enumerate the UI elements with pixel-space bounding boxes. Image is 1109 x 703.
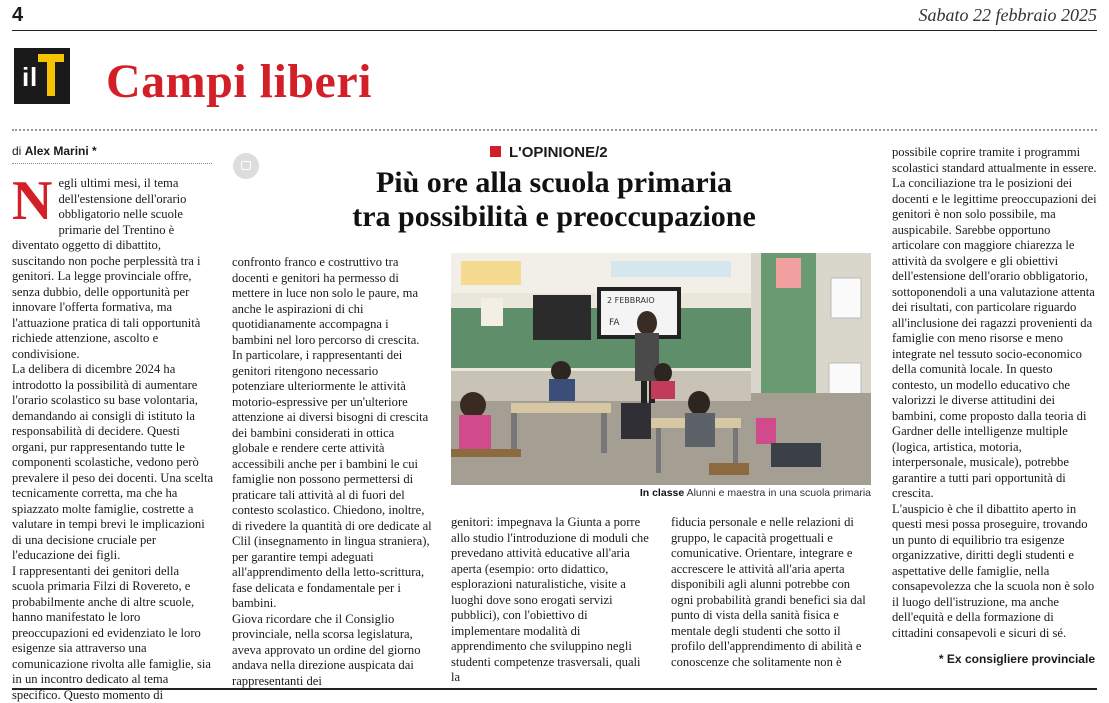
article-column-2	[232, 255, 432, 689]
issue-date: Sabato 22 febbraio 2025	[919, 5, 1098, 26]
article-column-4	[671, 515, 871, 670]
paragraph: genitori: impegnava la Giunta a porre allo studio l'introduzione di moduli che prevedano attività educative all'aria aperta (esempio: orto didattico, esplorazioni naturalistiche, visite a luoghi dove sono erogati servizi pubblici), con l'obiettivo di implementare modalità di apprendimento che sviluppino negli studenti competenze trasversali, quali la	[451, 515, 651, 686]
paragraph: La conciliazione tra le posizioni dei docenti e le legittime preoccupazioni dei genitori è non solo possibile, ma auspicabile. Sarebbe opportuno articolare con maggiore chiarezza le attività da svolgere e gli obiettivi dell'estensione dell'orario obbligatorio, sottoponendoli a una valutazione attenta dei risultati, con particolare riguardo all'inclusione dei ragazzi provenienti da famiglie con meno risorse e meno integrate nel tessuto socio-economico della comunità locale. In questo contesto, un modello educativo che valorizzi le diverse attitudini dei bambini, come proposto dalla teoria di Gardner delle intelligenze multiple (logica, artistica, motoria, interpersonale, musicale), potrebbe garantire a tutti pari opportunità di crescita.	[892, 176, 1097, 502]
newspaper-logo	[14, 48, 70, 104]
paragraph: fiducia personale e nelle relazioni di gruppo, le capacità progettuali e comunicative. Orientare, integrare e accrescere le attività all'aria aperta disponibili agli alunni potrebbe con ogni probabilità grandi benefici sia dal punto di vista della sanità fisica e mentale degli studenti che sotto il profilo dell'apprendimento di abilità e conoscenze che solitamente non è	[671, 515, 871, 670]
byline	[12, 144, 212, 158]
blackboard-text: 2 FEBBRAIO	[607, 296, 655, 305]
logo-i-glyph: i	[22, 62, 28, 93]
section-title: Campi liberi	[106, 54, 372, 109]
paragraph: possibile coprire tramite i programmi scolastici standard attualmente in essere.	[892, 145, 1097, 176]
byline-rule	[12, 163, 212, 164]
author-signoff: * Ex consigliere provinciale	[939, 652, 1095, 666]
headline-line-1: Più ore alla scuola primaria	[238, 166, 870, 200]
paragraph: L'auspicio è che il dibattito aperto in questi mesi possa proseguire, trovando un punto di equilibrio tra esigenze organizzative, diritti degli studenti e aspettative delle famiglie, nella consapevolezza che la scuola non è solo il luogo dell'istruzione, ma anche dell'equità e della formazione di cittadini consapevoli e sicuri di sé.	[892, 502, 1097, 642]
article-column-5	[892, 145, 1097, 641]
logo-t-stem	[47, 54, 55, 96]
classroom-photo	[451, 253, 871, 485]
page-number: 4	[12, 4, 23, 27]
headline-line-2: tra possibilità e preoccupazione	[238, 200, 870, 234]
kicker-label: L'OPINIONE/2	[509, 144, 608, 161]
logo-l-glyph: l	[30, 62, 36, 93]
classroom-illustration	[451, 253, 871, 485]
caption-label: In classe	[640, 487, 684, 499]
byline-prefix: di	[12, 144, 21, 158]
caption-text: Alunni e maestra in una scuola primaria	[687, 487, 871, 499]
paragraph: Giova ricordare che il Consiglio provinciale, nella scorsa legislatura, aveva approvato un ordine del giorno andava nella direzione auspicata dai rappresentanti dei	[232, 612, 432, 690]
dotted-rule	[12, 129, 1097, 131]
top-rule	[12, 30, 1097, 31]
photo-caption	[451, 487, 871, 499]
author-name: Alex Marini *	[25, 144, 97, 158]
headline	[238, 166, 870, 234]
paragraph: La delibera di dicembre 2024 ha introdotto la possibilità di aumentare l'orario scolastico su base volontaria, demandando ai consigli di istituto la responsabilità di decidere. Questi organi, pur rappresentando tutte le componenti scolastiche, vedono però prevalere il peso dei docenti. Una scelta tecnicamente corretta, ma che ha spiazzato molte famiglie, costrette a valutare in tempi brevi le implicazioni di una decisione cruciale per l'educazione dei figli.	[12, 362, 214, 564]
drop-cap: N	[12, 176, 52, 224]
paragraph: egli ultimi mesi, il tema dell'estensione dell'orario obbligatorio nelle scuole primarie del Trentino è diventato oggetto di dibattito, suscitando non poche perplessità tra i genitori. La legge provinciale offre, senza dubbio, delle opportunità per innovare l'offerta formativa, ma l'attuazione pratica di tali opportunità richiede attenzione, ascolto e condivisione.	[12, 176, 214, 362]
article-column-1	[12, 176, 214, 703]
bottom-rule	[12, 688, 1097, 690]
article-column-3	[451, 515, 651, 686]
paragraph: confronto franco e costruttivo tra docenti e genitori ha permesso di mettere in luce non solo le paure, ma anche le aspirazioni di chi quotidianamente accompagna i bambini nel loro percorso di crescita. In particolare, i rappresentanti dei genitori ritengono necessario potenziare ulteriormente le attività motorio-espressive per un'ulteriore attenzione ai diversi bisogni di crescita dei bambini considerati in ottica globale e rendere certe attività accessibili anche per i bambini le cui famiglie non possono permettersi di praticare tali attività al di fuori del contesto scolastico. Chiedono, inoltre, di rivedere la quantità di ore dedicate al Clil (insegnamento in lingua straniera), per garantire tempi adeguati all'apprendimento della letto-scrittura, fase delicata e fondamentale per i bambini.	[232, 255, 432, 612]
blackboard-text: FA	[609, 318, 620, 328]
paragraph: I rappresentanti dei genitori della scuola primaria Filzi di Rovereto, e probabilmente anche di altre scuole, hanno manifestato le loro preoccupazioni ed evidenziato le loro esigenze sia attraverso una comunicazione rivolta alle famiglie, sia in un incontro dedicato al tema specifico. Questo momento di	[12, 564, 214, 703]
kicker-square-icon	[490, 146, 501, 157]
kicker	[490, 144, 608, 161]
